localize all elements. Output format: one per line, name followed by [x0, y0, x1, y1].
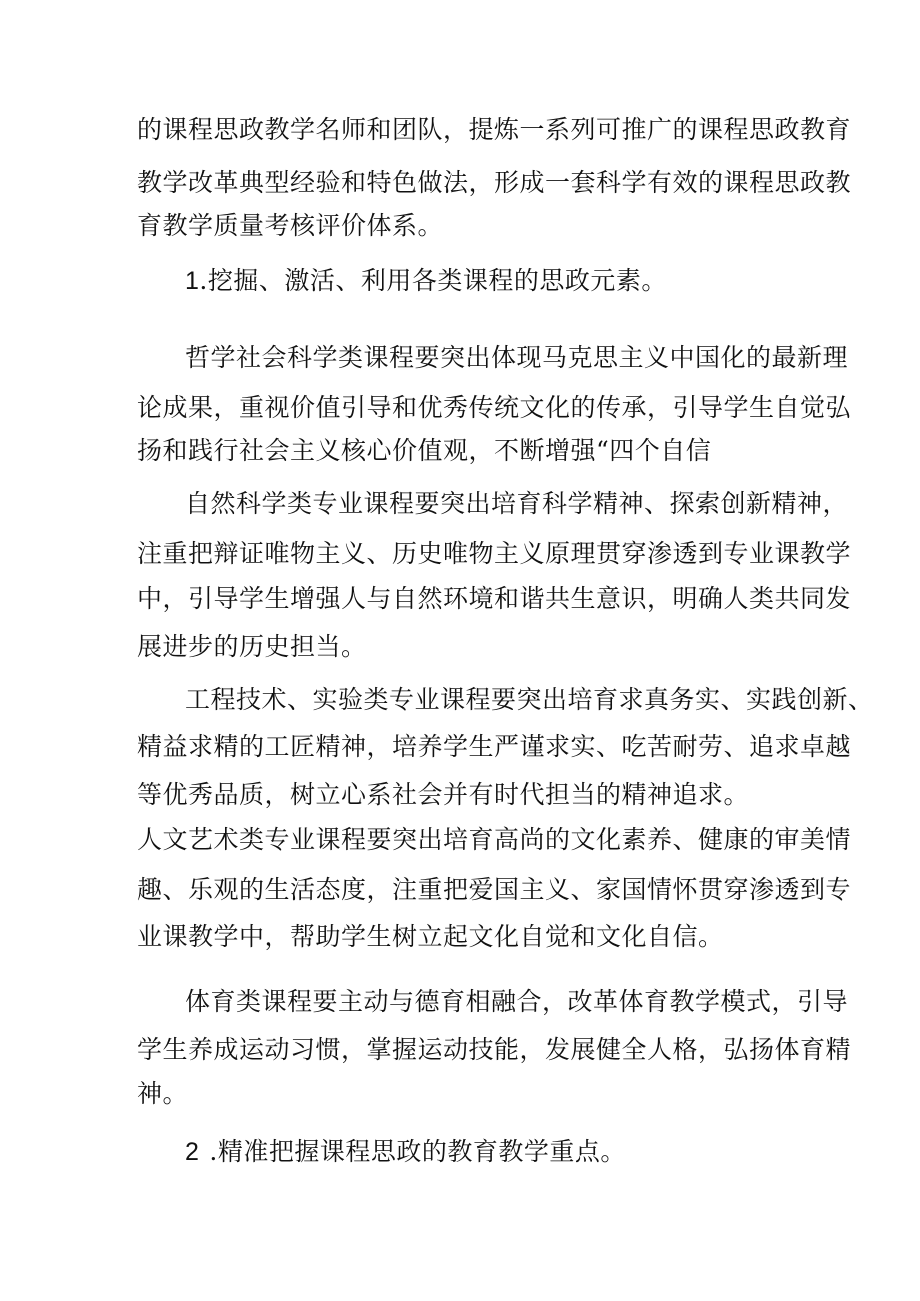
- paragraph-3-line-3: 中，引导学生增强人与自然环境和谐共生意识，明确人类共同发: [137, 584, 852, 613]
- paragraph-1-line-3: 育教学质量考核评价体系。: [137, 211, 444, 240]
- paragraph-3-line-1: 自然科学类专业课程要突出培育科学精神、探索创新精神，: [185, 489, 849, 518]
- paragraph-6-line-1: 体育类课程要主动与德育相融合，改革体育教学模式，引导: [185, 987, 849, 1016]
- section-heading-1-number: 1: [185, 267, 200, 295]
- paragraph-5-line-1: 人文艺术类专业课程要突出培育高尚的文化素养、健康的审美情: [137, 825, 852, 854]
- section-heading-2-number: 2: [185, 1138, 200, 1166]
- paragraph-5-line-2: 趣、乐观的生活态度，注重把爱国主义、家国情怀贯穿渗透到专: [137, 875, 852, 904]
- section-heading-1-text: .挖掘、激活、利用各类课程的思政元素。: [199, 266, 667, 295]
- paragraph-1-line-2: 教学改革典型经验和特色做法，形成一套科学有效的课程思政教: [137, 168, 852, 197]
- section-heading-2-text: .精准把握课程思政的教育教学重点。: [209, 1137, 626, 1166]
- section-heading-1: [185, 266, 667, 296]
- paragraph-4-line-1: 工程技术、实验类专业课程要突出培育求真务实、实践创新、: [185, 685, 874, 714]
- paragraph-2-line-2: 论成果，重视价值引导和优秀传统文化的传承，引导学生自觉弘: [137, 393, 852, 422]
- paragraph-2-line-3: 扬和践行社会主义核心价值观，不断增强“四个自信: [137, 436, 712, 465]
- paragraph-4-line-3: 等优秀品质，树立心系社会并有时代担当的精神追求。: [137, 780, 750, 809]
- paragraph-6-line-2: 学生养成运动习惯，掌握运动技能，发展健全人格，弘扬体育精: [137, 1035, 852, 1064]
- paragraph-6-line-3: 神。: [137, 1079, 189, 1108]
- paragraph-1-line-1: 的课程思政教学名师和团队，提炼一系列可推广的课程思政教育: [137, 115, 852, 144]
- paragraph-3-line-2: 注重把辩证唯物主义、历史唯物主义原理贯穿渗透到专业课教学: [137, 539, 852, 568]
- paragraph-5-line-3: 业课教学中，帮助学生树立起文化自觉和文化自信。: [137, 922, 724, 951]
- paragraph-2-line-1: 哲学社会科学类课程要突出体现马克思主义中国化的最新理: [185, 343, 849, 372]
- paragraph-4-line-2: 精益求精的工匠精神，培养学生严谨求实、吃苦耐劳、追求卓越: [137, 732, 852, 761]
- section-heading-2: [185, 1137, 626, 1167]
- paragraph-3-line-4: 展进步的历史担当。: [137, 632, 367, 661]
